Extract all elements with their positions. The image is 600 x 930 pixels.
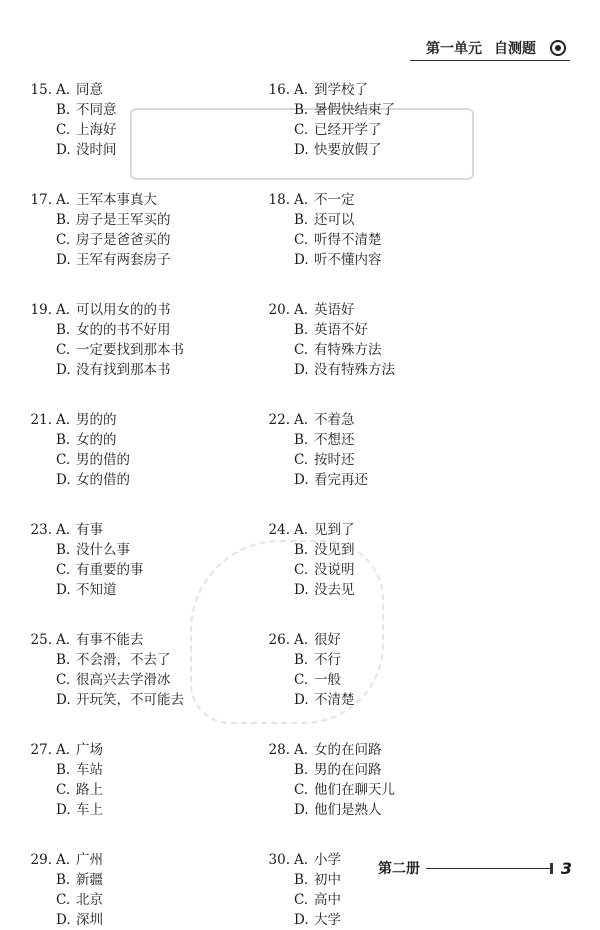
answer-option (268, 780, 468, 800)
option-letter: B. (56, 542, 71, 558)
page-number: 3 (560, 858, 572, 878)
option-text: 见到了 (314, 522, 355, 538)
option-letter: D. (56, 142, 71, 158)
answer-option (30, 120, 230, 140)
option-text: 男的的 (76, 412, 117, 428)
answer-option (30, 210, 230, 230)
answer-option (268, 740, 468, 760)
option-text: 已经开学了 (314, 122, 382, 138)
option-letter: C. (56, 562, 71, 578)
option-letter: D. (294, 582, 309, 598)
option-text: 看完再还 (314, 472, 368, 488)
option-letter: C. (294, 232, 309, 248)
answer-option (268, 630, 468, 650)
question-number: 22. (268, 412, 290, 428)
option-text: 高中 (314, 892, 341, 908)
answer-option (30, 520, 230, 540)
option-indent (268, 210, 294, 230)
option-indent (268, 800, 294, 820)
option-letter: D. (294, 802, 309, 818)
option-text: 没说明 (314, 562, 355, 578)
option-text: 还可以 (314, 212, 355, 228)
question-number: 24. (268, 522, 290, 538)
option-text: 没有找到那本书 (76, 362, 171, 378)
question-number: 15. (30, 82, 52, 98)
option-indent (268, 560, 294, 580)
question-block (30, 740, 230, 820)
option-letter: B. (294, 102, 309, 118)
option-letter: D. (56, 252, 71, 268)
option-text: 大学 (314, 912, 341, 928)
answer-option (268, 540, 468, 560)
option-indent (30, 780, 56, 800)
option-letter: A. (56, 742, 71, 758)
option-indent (30, 540, 56, 560)
option-letter: C. (294, 452, 309, 468)
option-indent (30, 320, 56, 340)
answer-option (268, 650, 468, 670)
option-text: 可以用女的的书 (76, 302, 171, 318)
question-block (268, 740, 468, 820)
answer-option (268, 360, 468, 380)
option-letter: D. (294, 692, 309, 708)
answer-option (268, 760, 468, 780)
answer-option (268, 300, 468, 320)
option-letter: A. (56, 82, 71, 98)
option-text: 一般 (314, 672, 341, 688)
option-letter: D. (56, 362, 71, 378)
option-letter: B. (56, 762, 71, 778)
header-rule (410, 60, 570, 61)
option-letter: C. (56, 122, 71, 138)
option-text: 没去见 (314, 582, 355, 598)
option-text: 没时间 (76, 142, 117, 158)
option-indent (268, 890, 294, 910)
option-letter: A. (294, 302, 309, 318)
question-number: 20. (268, 302, 290, 318)
option-text: 广州 (76, 852, 103, 868)
option-text: 路上 (76, 782, 103, 798)
option-letter: D. (294, 362, 309, 378)
question-number: 30. (268, 852, 290, 868)
answer-option (30, 340, 230, 360)
option-text: 房子是王军买的 (76, 212, 171, 228)
option-text: 男的在问路 (314, 762, 382, 778)
option-letter: A. (56, 632, 71, 648)
answer-option (268, 230, 468, 250)
option-letter: D. (294, 142, 309, 158)
option-indent (30, 100, 56, 120)
option-text: 没有特殊方法 (314, 362, 395, 378)
footer-rule (426, 868, 551, 869)
answer-option (30, 320, 230, 340)
option-indent (268, 670, 294, 690)
option-letter: D. (56, 472, 71, 488)
answer-option (30, 80, 230, 100)
option-indent (268, 230, 294, 250)
option-letter: A. (56, 412, 71, 428)
option-indent (30, 670, 56, 690)
answer-option (30, 580, 230, 600)
question-number: 28. (268, 742, 290, 758)
answer-option (268, 250, 468, 270)
option-text: 女的的 (76, 432, 117, 448)
option-indent (30, 250, 56, 270)
answer-option (268, 100, 468, 120)
answer-option (30, 800, 230, 820)
option-text: 男的借的 (76, 452, 130, 468)
option-letter: C. (56, 892, 71, 908)
answer-option (30, 300, 230, 320)
answer-option (268, 140, 468, 160)
option-text: 不行 (314, 652, 341, 668)
answer-option (268, 320, 468, 340)
answer-option (268, 190, 468, 210)
option-text: 不同意 (76, 102, 117, 118)
option-letter: B. (56, 652, 71, 668)
option-letter: C. (56, 452, 71, 468)
option-letter: A. (294, 192, 309, 208)
option-letter: A. (294, 82, 309, 98)
option-letter: C. (294, 562, 309, 578)
question-block (30, 300, 230, 380)
answer-option (268, 470, 468, 490)
option-indent (30, 650, 56, 670)
option-text: 不清楚 (314, 692, 355, 708)
section-title: 自测题 (494, 41, 536, 57)
option-indent (268, 430, 294, 450)
option-text: 不着急 (314, 412, 355, 428)
question-number: 25. (30, 632, 52, 648)
option-letter: C. (294, 122, 309, 138)
answer-option (30, 690, 230, 710)
answer-option (268, 890, 468, 910)
option-indent (268, 870, 294, 890)
answer-option (30, 100, 230, 120)
option-letter: B. (294, 322, 309, 338)
option-text: 英语好 (314, 302, 355, 318)
option-letter: B. (56, 102, 71, 118)
question-block (268, 300, 468, 380)
option-letter: A. (294, 852, 309, 868)
option-indent (268, 450, 294, 470)
question-block (30, 850, 230, 930)
option-indent (268, 540, 294, 560)
option-indent (30, 690, 56, 710)
option-text: 一定要找到那本书 (76, 342, 184, 358)
option-letter: A. (294, 742, 309, 758)
answer-option (30, 140, 230, 160)
option-indent (268, 340, 294, 360)
option-letter: A. (294, 412, 309, 428)
option-text: 女的在问路 (314, 742, 382, 758)
option-text: 不会滑，不去了 (76, 652, 171, 668)
answer-option (268, 670, 468, 690)
option-indent (30, 580, 56, 600)
option-text: 上海好 (76, 122, 117, 138)
option-indent (268, 690, 294, 710)
option-text: 初中 (314, 872, 341, 888)
option-indent (30, 340, 56, 360)
answer-option (30, 740, 230, 760)
volume-label: 第二册 (378, 861, 420, 877)
answer-option (30, 430, 230, 450)
question-block (268, 190, 468, 270)
page-footer (378, 858, 572, 878)
option-indent (30, 560, 56, 580)
answer-option (268, 520, 468, 540)
option-letter: C. (294, 782, 309, 798)
option-indent (30, 430, 56, 450)
question-number: 26. (268, 632, 290, 648)
option-text: 暑假快结束了 (314, 102, 395, 118)
option-text: 到学校了 (314, 82, 368, 98)
option-indent (268, 580, 294, 600)
option-text: 新疆 (76, 872, 103, 888)
option-indent (268, 320, 294, 340)
option-letter: B. (294, 542, 309, 558)
option-text: 北京 (76, 892, 103, 908)
answer-option (268, 580, 468, 600)
option-text: 开玩笑，不可能去 (76, 692, 184, 708)
option-letter: A. (294, 522, 309, 538)
answer-option (268, 80, 468, 100)
option-letter: A. (294, 632, 309, 648)
answer-option (268, 450, 468, 470)
option-letter: D. (294, 472, 309, 488)
option-letter: B. (56, 432, 71, 448)
question-block (30, 520, 230, 600)
question-grid (30, 80, 430, 930)
question-number: 29. (30, 852, 52, 868)
question-block (268, 80, 468, 160)
option-text: 有特殊方法 (314, 342, 382, 358)
answer-option (268, 410, 468, 430)
option-text: 没见到 (314, 542, 355, 558)
option-text: 小学 (314, 852, 341, 868)
question-block (268, 410, 468, 490)
option-indent (268, 120, 294, 140)
answer-option (268, 560, 468, 580)
option-text: 深圳 (76, 912, 103, 928)
option-indent (30, 120, 56, 140)
answer-option (30, 410, 230, 430)
option-indent (268, 360, 294, 380)
option-text: 听得不清楚 (314, 232, 382, 248)
question-number: 27. (30, 742, 52, 758)
answer-option (30, 190, 230, 210)
answer-option (30, 850, 230, 870)
option-text: 同意 (76, 82, 103, 98)
option-letter: B. (56, 212, 71, 228)
option-letter: D. (56, 802, 71, 818)
option-text: 车站 (76, 762, 103, 778)
answer-option (30, 250, 230, 270)
option-text: 很高兴去学滑冰 (76, 672, 171, 688)
target-circle-icon (550, 40, 566, 56)
option-text: 王军本事真大 (76, 192, 157, 208)
option-text: 他们是熟人 (314, 802, 382, 818)
answer-option (268, 210, 468, 230)
option-indent (268, 780, 294, 800)
question-block (30, 80, 230, 160)
answer-option (30, 630, 230, 650)
option-indent (268, 250, 294, 270)
option-text: 有重要的事 (76, 562, 144, 578)
option-indent (268, 140, 294, 160)
option-indent (268, 650, 294, 670)
option-letter: C. (294, 342, 309, 358)
option-text: 女的借的 (76, 472, 130, 488)
option-indent (268, 100, 294, 120)
option-indent (30, 450, 56, 470)
answer-option (268, 690, 468, 710)
unit-label: 第一单元 (426, 41, 482, 57)
option-letter: D. (56, 582, 71, 598)
option-letter: D. (56, 692, 71, 708)
question-number: 18. (268, 192, 290, 208)
option-letter: B. (56, 872, 71, 888)
option-text: 听不懂内容 (314, 252, 382, 268)
question-block (268, 520, 468, 600)
option-letter: B. (56, 322, 71, 338)
option-letter: C. (294, 672, 309, 688)
option-indent (30, 210, 56, 230)
option-letter: B. (294, 432, 309, 448)
answer-option (268, 340, 468, 360)
option-letter: B. (294, 652, 309, 668)
option-letter: C. (56, 672, 71, 688)
answer-option (30, 780, 230, 800)
option-text: 有事不能去 (76, 632, 144, 648)
option-text: 有事 (76, 522, 103, 538)
answer-option (30, 450, 230, 470)
option-text: 不想还 (314, 432, 355, 448)
answer-option (30, 650, 230, 670)
option-text: 广场 (76, 742, 103, 758)
option-letter: C. (56, 342, 71, 358)
option-text: 很好 (314, 632, 341, 648)
answer-option (30, 910, 230, 930)
answer-option (30, 890, 230, 910)
answer-option (268, 800, 468, 820)
option-indent (30, 470, 56, 490)
option-indent (268, 910, 294, 930)
answer-option (268, 910, 468, 930)
option-text: 没什么事 (76, 542, 130, 558)
option-text: 不知道 (76, 582, 117, 598)
option-letter: A. (56, 852, 71, 868)
option-indent (30, 870, 56, 890)
option-letter: C. (56, 232, 71, 248)
option-indent (30, 910, 56, 930)
option-letter: A. (56, 302, 71, 318)
answer-option (268, 120, 468, 140)
option-letter: D. (294, 912, 309, 928)
question-number: 21. (30, 412, 52, 428)
question-number: 19. (30, 302, 52, 318)
question-block (30, 630, 230, 710)
option-letter: C. (294, 892, 309, 908)
option-indent (30, 360, 56, 380)
question-block (30, 190, 230, 270)
option-text: 房子是爸爸买的 (76, 232, 171, 248)
option-indent (268, 470, 294, 490)
option-indent (30, 760, 56, 780)
page-header (426, 38, 566, 58)
question-number: 17. (30, 192, 52, 208)
option-letter: A. (56, 192, 71, 208)
option-indent (268, 760, 294, 780)
option-letter: D. (56, 912, 71, 928)
option-text: 英语不好 (314, 322, 368, 338)
answer-option (268, 430, 468, 450)
answer-option (30, 540, 230, 560)
answer-option (30, 360, 230, 380)
question-number: 16. (268, 82, 290, 98)
answer-option (30, 230, 230, 250)
option-letter: B. (294, 212, 309, 228)
option-text: 女的的书不好用 (76, 322, 171, 338)
answer-option (30, 560, 230, 580)
option-text: 车上 (76, 802, 103, 818)
option-text: 快要放假了 (314, 142, 382, 158)
option-text: 王军有两套房子 (76, 252, 171, 268)
option-letter: D. (294, 252, 309, 268)
option-text: 按时还 (314, 452, 355, 468)
answer-option (30, 760, 230, 780)
question-block (30, 410, 230, 490)
option-text: 不一定 (314, 192, 355, 208)
question-block (268, 630, 468, 710)
option-letter: A. (56, 522, 71, 538)
question-number: 23. (30, 522, 52, 538)
option-letter: B. (294, 872, 309, 888)
option-letter: C. (56, 782, 71, 798)
option-indent (30, 890, 56, 910)
option-letter: B. (294, 762, 309, 778)
answer-option (30, 470, 230, 490)
option-indent (30, 230, 56, 250)
answer-option (30, 870, 230, 890)
option-text: 他们在聊天儿 (314, 782, 395, 798)
answer-option (30, 670, 230, 690)
option-indent (30, 800, 56, 820)
option-indent (30, 140, 56, 160)
